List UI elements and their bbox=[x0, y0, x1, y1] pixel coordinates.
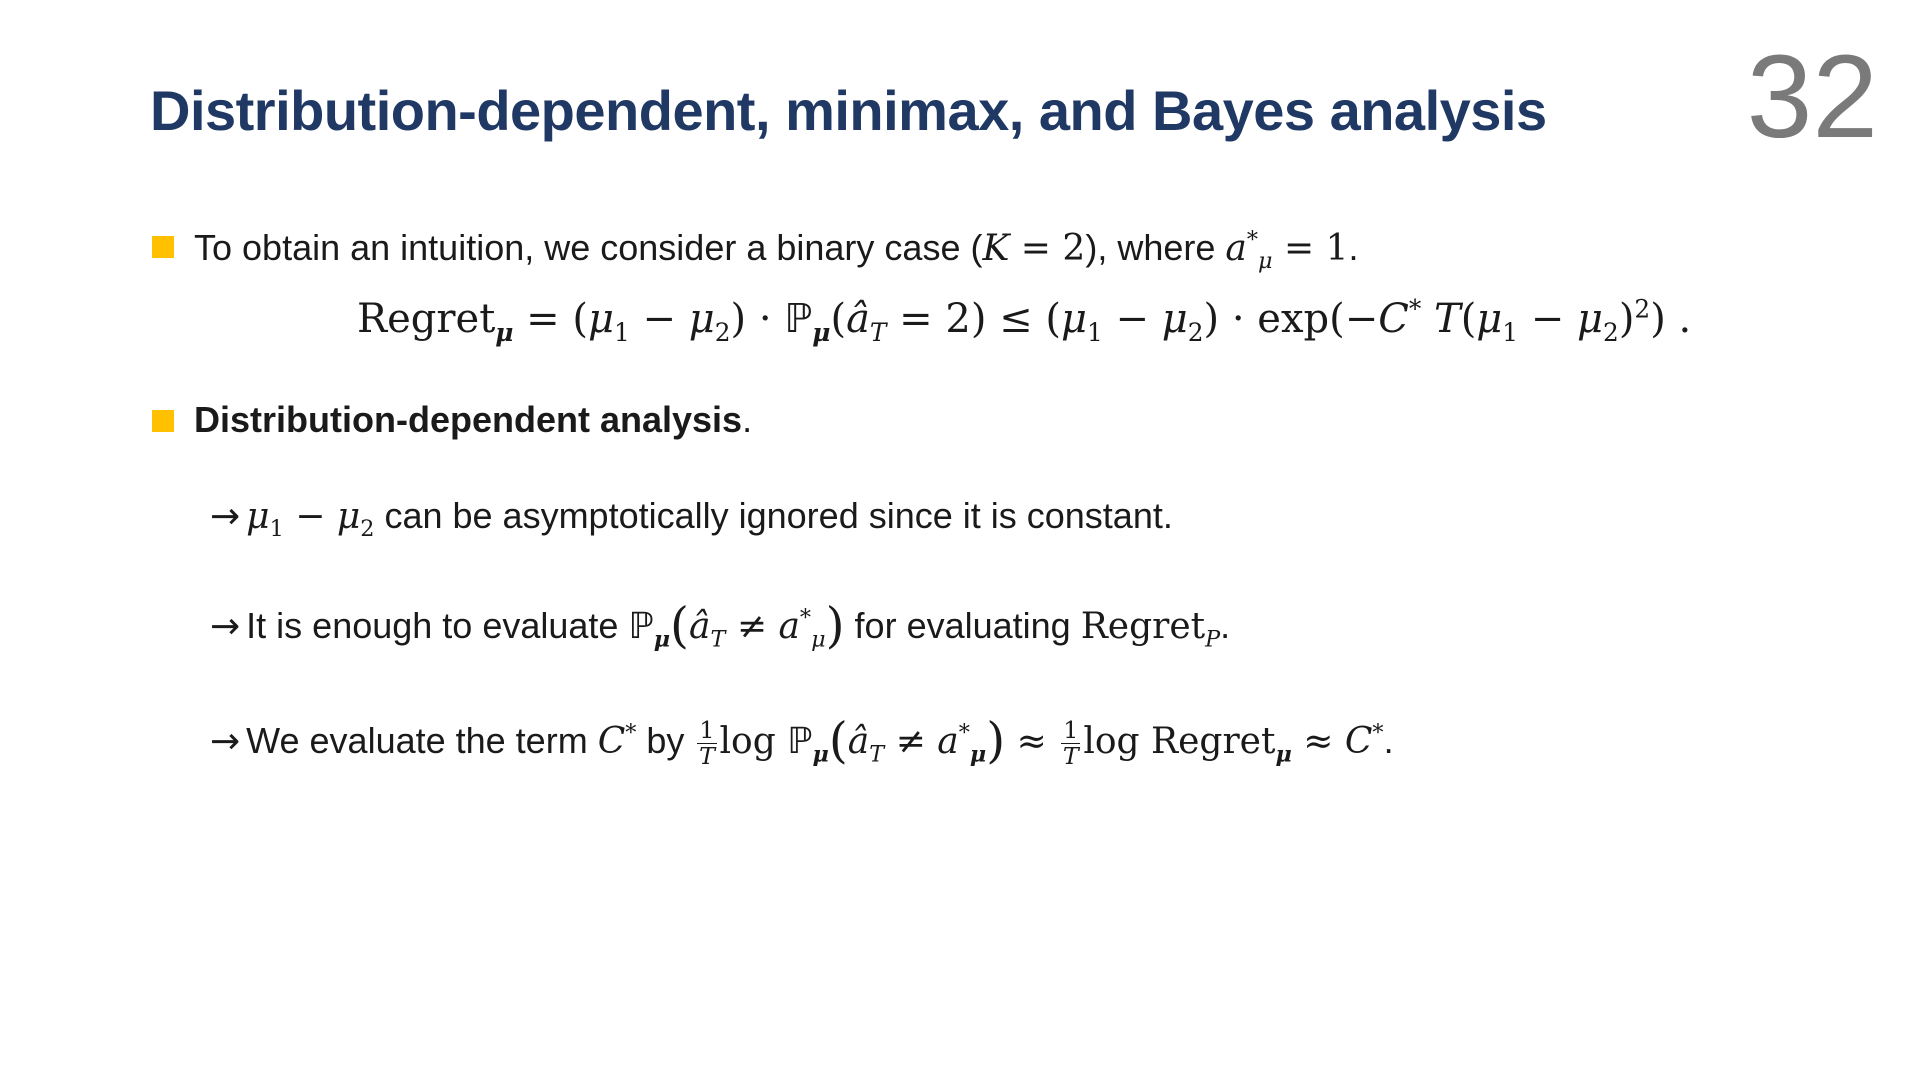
math-mu: μ bbox=[1476, 296, 1503, 342]
arrow-icon: → bbox=[210, 496, 241, 537]
math-sub: μ bbox=[811, 626, 826, 653]
sub-item-ignored bbox=[210, 494, 1173, 543]
math-op: − bbox=[629, 296, 689, 342]
math-op: ≠ bbox=[725, 606, 779, 648]
math-sub: 1 bbox=[613, 318, 630, 347]
math-K: K bbox=[982, 228, 1010, 269]
arrow-icon: → bbox=[210, 606, 241, 648]
text: To obtain an intuition, we consider a binary case ( bbox=[194, 227, 983, 268]
math-op: ≈ bbox=[1005, 721, 1059, 763]
math-C: C bbox=[597, 721, 626, 763]
math-eq: = 1 bbox=[1272, 228, 1349, 269]
fraction bbox=[697, 718, 716, 769]
math-mu: μ bbox=[336, 496, 361, 537]
math-mu: μ bbox=[587, 296, 614, 342]
math-text: Regret bbox=[1080, 606, 1206, 648]
math-prob: ℙ bbox=[787, 721, 813, 763]
text: . bbox=[742, 399, 753, 440]
math-mu: μ bbox=[1577, 296, 1604, 342]
frac-numerator: 1 bbox=[1063, 716, 1079, 745]
text: . bbox=[1383, 720, 1394, 762]
math-sub: 2 bbox=[360, 516, 375, 543]
math-sub: 2 bbox=[714, 318, 731, 347]
math-paren: ( bbox=[670, 598, 690, 654]
math-sub: 2 bbox=[1187, 318, 1204, 347]
math-sub: μ bbox=[969, 741, 987, 768]
math-sub: P bbox=[1205, 626, 1221, 653]
math-a: a bbox=[937, 721, 959, 763]
math-sub: μ bbox=[812, 318, 831, 347]
bold-heading: Distribution-dependent analysis bbox=[194, 399, 743, 440]
math-sub: μ bbox=[1258, 248, 1273, 275]
math-prob: ℙ bbox=[628, 606, 654, 648]
bullet-marker bbox=[152, 236, 174, 258]
text: We evaluate the term bbox=[246, 720, 598, 762]
math-paren: ( bbox=[1460, 296, 1477, 342]
math-op: − bbox=[1102, 296, 1162, 342]
math-sub: 1 bbox=[1502, 318, 1519, 347]
sub-item-enough bbox=[210, 597, 1230, 655]
slide-number: 32 bbox=[1746, 31, 1878, 163]
text: . bbox=[1220, 605, 1231, 647]
math-mu: μ bbox=[1061, 296, 1088, 342]
math-sup: * bbox=[958, 720, 970, 747]
math-sub: μ bbox=[653, 626, 671, 653]
math-text: = 2) ≤ ( bbox=[886, 296, 1062, 342]
math-sup: * bbox=[1372, 720, 1384, 747]
math-mu: μ bbox=[246, 496, 270, 537]
math-mu: μ bbox=[688, 296, 715, 342]
math-C: C bbox=[1344, 721, 1373, 763]
frac-numerator: 1 bbox=[699, 716, 715, 745]
text: for evaluating bbox=[844, 605, 1081, 647]
bullet-intuition bbox=[194, 226, 1359, 275]
math-sub: 2 bbox=[1603, 318, 1619, 347]
math-prob: ℙ bbox=[784, 296, 813, 342]
math-ahat: â bbox=[689, 606, 711, 648]
math-paren: ) bbox=[825, 598, 845, 654]
text: can be asymptotically ignored since it is constant. bbox=[374, 495, 1173, 536]
math-sub: μ bbox=[812, 741, 829, 768]
frac-denominator: T bbox=[699, 742, 715, 771]
math-text: Regret bbox=[357, 296, 496, 342]
math-ahat: â bbox=[846, 296, 870, 342]
bullet-marker bbox=[152, 410, 174, 432]
text: It is enough to evaluate bbox=[246, 605, 629, 647]
math-eq: = 2 bbox=[1009, 228, 1086, 269]
slide-title: Distribution-dependent, minimax, and Bayes analysis bbox=[150, 79, 1547, 142]
math-sup: * bbox=[1408, 294, 1422, 324]
math-sub: μ bbox=[1275, 741, 1292, 768]
math-text: = ( bbox=[513, 296, 588, 342]
math-sub: T bbox=[869, 741, 885, 768]
math-sub: 1 bbox=[269, 516, 284, 543]
math-C: C bbox=[1378, 296, 1409, 342]
math-sub: T bbox=[869, 318, 887, 347]
math-paren: ) bbox=[1618, 296, 1635, 342]
regret-equation bbox=[357, 294, 1692, 347]
math-op: ≠ bbox=[884, 721, 938, 763]
math-sup: 2 bbox=[1634, 294, 1651, 324]
math-sub: μ bbox=[495, 318, 514, 347]
math-text: log bbox=[719, 721, 788, 763]
math-paren: ( bbox=[828, 713, 848, 769]
math-a: a bbox=[1225, 228, 1247, 269]
math-ahat: â bbox=[847, 721, 870, 763]
math-op: ≈ bbox=[1291, 721, 1345, 763]
arrow-icon: → bbox=[210, 721, 241, 763]
math-sup: * bbox=[799, 605, 812, 632]
math-mu: μ bbox=[1161, 296, 1188, 342]
math-text: ) . bbox=[1650, 296, 1692, 342]
math-text: ) · bbox=[730, 296, 785, 342]
frac-denominator: T bbox=[1062, 742, 1079, 771]
sub-item-evaluate-term bbox=[210, 712, 1394, 770]
math-paren: ) bbox=[986, 713, 1006, 769]
text: ), where bbox=[1085, 227, 1226, 268]
text: . bbox=[1348, 227, 1359, 268]
math-sup: * bbox=[625, 720, 637, 747]
math-sub: T bbox=[710, 626, 726, 653]
math-text: log Regret bbox=[1083, 721, 1276, 763]
fraction bbox=[1061, 718, 1080, 769]
math-op: − bbox=[283, 496, 337, 537]
bullet-distribution-dependent bbox=[194, 398, 752, 441]
math-sub: 1 bbox=[1087, 318, 1103, 347]
math-sup: * bbox=[1246, 227, 1258, 253]
text: by bbox=[636, 720, 695, 762]
math-a: a bbox=[778, 606, 800, 648]
math-text: ) · exp(− bbox=[1203, 296, 1379, 342]
math-paren: ( bbox=[830, 296, 847, 342]
math-T: T bbox=[1421, 296, 1461, 342]
math-op: − bbox=[1518, 296, 1578, 342]
